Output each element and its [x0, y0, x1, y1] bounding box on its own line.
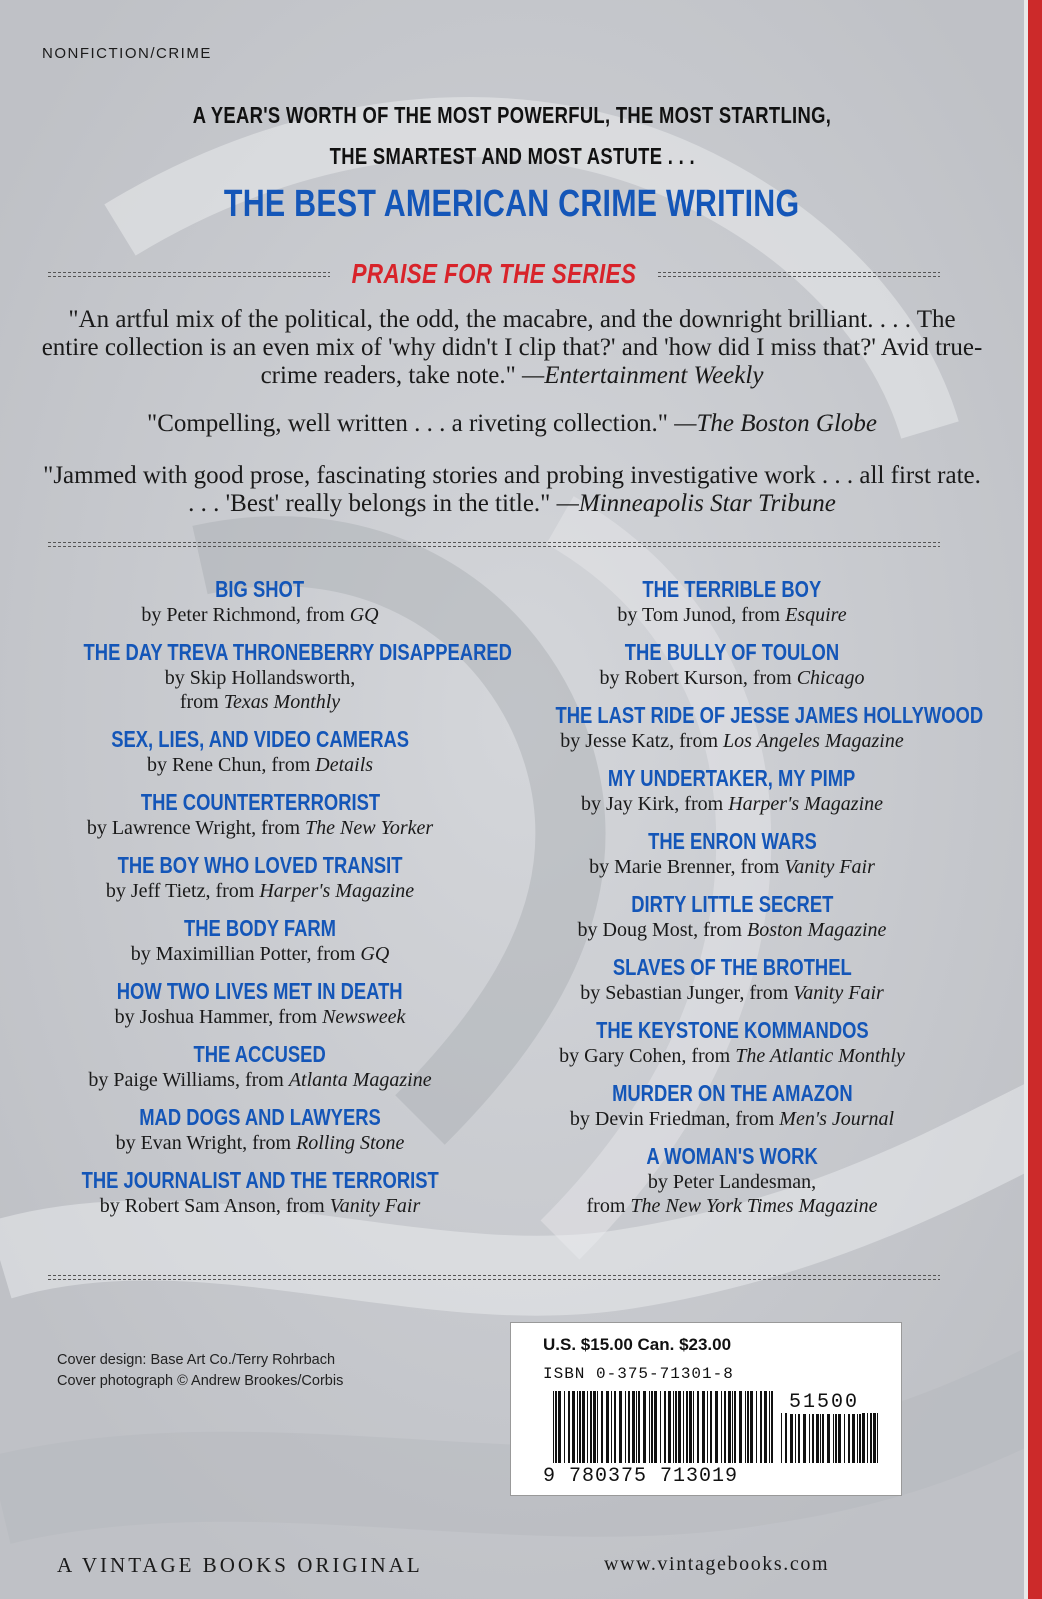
story-title: THE LAST RIDE OF JESSE JAMES HOLLYWOOD — [555, 702, 984, 728]
barcode-bar — [715, 1391, 718, 1463]
story-title: THE ACCUSED — [193, 1041, 327, 1067]
barcode-bar — [857, 1413, 858, 1463]
quote-source: —Entertainment Weekly — [522, 362, 764, 389]
divider-rule — [658, 271, 940, 278]
contents-entry — [502, 1143, 962, 1218]
praise-header — [48, 258, 940, 292]
headline-line-1: A YEAR'S WORTH OF THE MOST POWERFUL, THE MOST STARTLING, — [192, 102, 832, 128]
contents-entry — [30, 852, 490, 903]
contents-entry — [502, 576, 962, 627]
barcode-bar — [771, 1391, 773, 1463]
story-byline: from The New York Times Magazine — [586, 1195, 878, 1217]
praise-quote: "Compelling, well written . . . a riveting collection." —The Boston Globe — [146, 410, 878, 437]
contents-entry — [502, 828, 962, 879]
category-label: NONFICTION/CRIME — [42, 45, 212, 62]
barcode-bar — [707, 1391, 708, 1463]
barcode-bar — [862, 1413, 865, 1463]
story-byline: by Paige Williams, from Atlanta Magazine — [88, 1069, 432, 1091]
spine-edge — [1024, 0, 1042, 1599]
contents-entry — [30, 978, 490, 1029]
barcode-bar — [638, 1391, 640, 1463]
story-title: THE KEYSTONE KOMMANDOS — [595, 1017, 869, 1043]
story-title: SEX, LIES, AND VIDEO CAMERAS — [111, 726, 409, 752]
barcode-bar — [675, 1391, 677, 1463]
barcode-bar — [785, 1413, 787, 1463]
story-byline: by Doug Most, from Boston Magazine — [577, 919, 887, 941]
story-title: MY UNDERTAKER, MY PIMP — [608, 765, 856, 791]
story-byline: by Sebastian Junger, from Vanity Fair — [580, 982, 884, 1004]
barcode-bar — [558, 1391, 561, 1463]
barcode-bar — [660, 1391, 661, 1463]
barcode-bar — [734, 1391, 736, 1463]
contents-entry — [30, 1104, 490, 1155]
barcode-bar — [668, 1391, 671, 1463]
barcode-bar — [689, 1391, 692, 1463]
barcode-bar — [564, 1391, 565, 1463]
contents-entry — [30, 576, 490, 627]
barcode-bar — [760, 1391, 762, 1463]
contents-entry — [502, 954, 962, 1005]
barcode-bar — [848, 1413, 850, 1463]
story-byline: from Texas Monthly — [179, 691, 341, 713]
story-title: MURDER ON THE AMAZON — [611, 1080, 853, 1106]
barcode-bar — [852, 1413, 855, 1463]
barcode-bar — [673, 1391, 674, 1463]
story-byline: by Robert Sam Anson, from Vanity Fair — [99, 1195, 421, 1217]
barcode-bar — [636, 1391, 637, 1463]
story-byline: by Peter Landesman, — [647, 1171, 817, 1193]
design-credit: Cover design: Base Art Co./Terry Rohrbach — [57, 1352, 336, 1368]
barcode-bar — [654, 1391, 657, 1463]
story-byline: by Robert Kurson, from Chicago — [599, 667, 865, 689]
barcode-bar — [697, 1391, 699, 1463]
barcode-bar — [835, 1413, 837, 1463]
barcode-bar — [833, 1413, 834, 1463]
divider-rule — [48, 1274, 940, 1281]
contents-entry — [30, 915, 490, 966]
story-title: A WOMAN'S WORK — [646, 1143, 818, 1169]
barcode-bar — [579, 1391, 581, 1463]
story-title: SLAVES OF THE BROTHEL — [612, 954, 852, 980]
story-title: THE BODY FARM — [183, 915, 336, 941]
barcode-panel — [510, 1322, 902, 1496]
barcode-bar — [597, 1391, 598, 1463]
contents-entry — [30, 789, 490, 840]
barcode-bar — [750, 1391, 753, 1463]
barcode-bar — [678, 1391, 681, 1463]
contents-entry — [30, 1167, 490, 1218]
barcode-bar — [693, 1391, 694, 1463]
barcode-bar — [649, 1391, 650, 1463]
barcode-bar — [822, 1413, 824, 1463]
barcode-bar — [745, 1391, 746, 1463]
contents-entry — [30, 1041, 490, 1092]
cover-credits — [57, 1350, 343, 1392]
addon-digits: 51500 — [789, 1391, 860, 1414]
barcode-bar — [820, 1413, 821, 1463]
barcode-bar — [790, 1413, 793, 1463]
story-byline: by Tom Junod, from Esquire — [617, 604, 847, 626]
barcode-bar — [721, 1391, 722, 1463]
story-byline: by Evan Wright, from Rolling Stone — [115, 1132, 405, 1154]
story-title: DIRTY LITTLE SECRET — [630, 891, 834, 917]
story-byline: by Joshua Hammer, from Newsweek — [114, 1006, 406, 1028]
story-title: THE ENRON WARS — [647, 828, 817, 854]
barcode-bar — [686, 1391, 688, 1463]
contents-entry — [502, 891, 962, 942]
barcode-bar — [844, 1413, 845, 1463]
story-title: THE COUNTERTERRORIST — [140, 789, 380, 815]
barcode-bar — [625, 1391, 626, 1463]
isbn-line: ISBN 0-375-71301-8 — [543, 1365, 734, 1383]
barcode-bar — [628, 1391, 630, 1463]
story-byline: by Peter Richmond, from GQ — [141, 604, 379, 626]
barcode-bar — [611, 1391, 612, 1463]
barcode-bar — [643, 1391, 646, 1463]
barcode-bar — [781, 1413, 782, 1463]
contents-left-column — [30, 576, 512, 1230]
barcode-bar — [702, 1391, 705, 1463]
barcode-bar — [572, 1391, 575, 1463]
story-byline: by Maximillian Potter, from GQ — [130, 943, 390, 965]
barcode-bar — [590, 1391, 592, 1463]
barcode-bar — [724, 1391, 726, 1463]
barcode-bar — [827, 1413, 830, 1463]
contents-entry — [502, 765, 962, 816]
story-byline: by Skip Hollandsworth, — [164, 667, 356, 689]
barcode-bar — [593, 1391, 596, 1463]
barcode-bar — [632, 1391, 635, 1463]
series-title: THE BEST AMERICAN CRIME WRITING — [224, 183, 800, 225]
barcode-bar — [568, 1391, 570, 1463]
quote-source: —Minneapolis Star Tribune — [556, 490, 836, 517]
barcode-bar — [877, 1413, 878, 1463]
barcode-bar — [769, 1391, 770, 1463]
barcode-bar — [601, 1391, 603, 1463]
barcode-bar — [553, 1391, 554, 1463]
barcode-bar — [728, 1391, 731, 1463]
barcode-bar — [867, 1413, 868, 1463]
story-title: THE JOURNALIST AND THE TERRORIST — [81, 1167, 439, 1193]
ean-barcode — [553, 1391, 775, 1463]
barcode-bar — [732, 1391, 733, 1463]
ean-digits: 9 780375 713019 — [543, 1465, 739, 1488]
story-title: THE BOY WHO LOVED TRANSIT — [117, 852, 403, 878]
contents-right-column — [502, 576, 984, 1230]
barcode-bar — [664, 1391, 666, 1463]
story-byline: by Lawrence Wright, from The New Yorker — [86, 817, 434, 839]
story-byline: by Rene Chun, from Details — [146, 754, 374, 776]
barcode-bar — [803, 1413, 806, 1463]
barcode-bar — [816, 1413, 819, 1463]
barcode-bar — [859, 1413, 861, 1463]
barcode-bar — [764, 1391, 767, 1463]
contents-entry — [30, 726, 490, 777]
barcode-bar — [606, 1391, 609, 1463]
barcode-bar — [587, 1391, 588, 1463]
contents-entry — [502, 639, 962, 690]
imprint-label: A VINTAGE BOOKS ORIGINAL — [57, 1553, 423, 1577]
praise-label: PRAISE FOR THE SERIES — [351, 258, 637, 289]
quote-source: —The Boston Globe — [674, 410, 878, 437]
barcode-bar — [710, 1391, 712, 1463]
contents-entry — [502, 702, 984, 753]
story-title: HOW TWO LIVES MET IN DEATH — [117, 978, 403, 1004]
praise-quote: "Jammed with good prose, fascinating stories and probing investigative work . . . all first rate. . . . 'Best' really belongs in the title." —Minneapolis Star Tribune — [43, 462, 981, 517]
barcode-bar — [873, 1413, 876, 1463]
barcode-bar — [739, 1391, 742, 1463]
barcode-bar — [812, 1413, 814, 1463]
story-title: THE DAY TREVA THRONEBERRY DISAPPEARED — [83, 639, 512, 665]
divider-rule — [48, 541, 940, 548]
story-byline: by Gary Cohen, from The Atlantic Monthly — [559, 1045, 905, 1067]
story-title: BIG SHOT — [215, 576, 305, 602]
barcode-bar — [838, 1413, 841, 1463]
contents-entry — [502, 1080, 962, 1131]
praise-quote: "An artful mix of the political, the odd, the macabre, and the downright brilliant. . . . The entire collection is an even mix of 'why didn't I clip that?' and 'how did I miss that?' Avid true-crime readers, take note." —Entertainment Weekly — [41, 306, 983, 389]
story-byline: by Devin Friedman, from Men's Journal — [569, 1108, 895, 1130]
photo-credit: Cover photograph © Andrew Brookes/Corbis — [57, 1373, 344, 1389]
barcode-bar — [683, 1391, 684, 1463]
barcode-bar — [614, 1391, 616, 1463]
barcode-bar — [795, 1413, 796, 1463]
barcode-bar — [619, 1391, 622, 1463]
barcode-bar — [651, 1391, 653, 1463]
barcode-bar — [555, 1391, 557, 1463]
story-title: THE TERRIBLE BOY — [642, 576, 822, 602]
price-line: U.S. $15.00 Can. $23.00 — [543, 1335, 732, 1354]
story-title: THE BULLY OF TOULON — [624, 639, 840, 665]
barcode-bar — [582, 1391, 585, 1463]
story-byline: by Jesse Katz, from Los Angeles Magazine — [560, 730, 904, 752]
story-byline: by Marie Brenner, from Vanity Fair — [589, 856, 875, 878]
barcode-bar — [809, 1413, 810, 1463]
barcode-bar — [747, 1391, 749, 1463]
contents-entry — [502, 1017, 962, 1068]
barcode-bar — [870, 1413, 872, 1463]
headline-line-2: THE SMARTEST AND MOST ASTUTE . . . — [329, 143, 695, 169]
story-byline: by Jeff Tietz, from Harper's Magazine — [105, 880, 415, 902]
story-byline: by Jay Kirk, from Harper's Magazine — [580, 793, 884, 815]
contents-entry — [30, 639, 512, 714]
barcode-bar — [756, 1391, 757, 1463]
barcode-bar — [798, 1413, 800, 1463]
story-title: MAD DOGS AND LAWYERS — [139, 1104, 381, 1130]
barcode-bar — [577, 1391, 578, 1463]
website-link[interactable]: www.vintagebooks.com — [604, 1553, 830, 1575]
